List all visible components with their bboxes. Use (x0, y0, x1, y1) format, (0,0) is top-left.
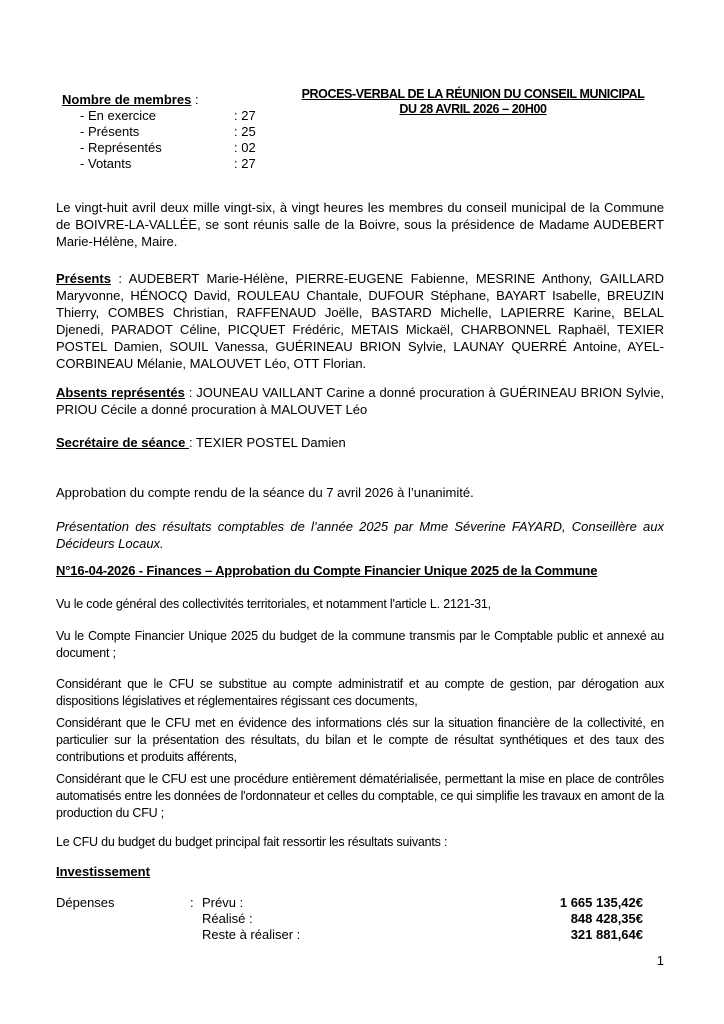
members-heading-label: Nombre de membres (62, 92, 192, 107)
document-title-line2: DU 28 AVRIL 2026 – 20H00 (399, 102, 547, 116)
member-value: : 27 (234, 156, 256, 171)
paragraph-vu-cfu: Vu le Compte Financier Unique 2025 du budget de la commune transmis par le Comptable public et annexé au document ; (56, 629, 664, 660)
secretary-paragraph (56, 434, 664, 451)
member-label: Représentés (88, 140, 162, 155)
member-label: Votants (88, 156, 132, 171)
fin-value-prevu: 1 665 135,42€ (559, 895, 643, 910)
member-value: : 25 (234, 124, 256, 139)
member-value: : 27 (234, 108, 256, 123)
intro-paragraph: Le vingt-huit avril deux mille vingt-six, à vingt heures les membres du conseil municipal de la Commune de BOIVRE-LA-VALLÉE, se sont réunis salle de la Boivre, sous la présidence de Madame AUDEBERT Marie-Hélène, Maire. (56, 200, 664, 249)
members-heading (62, 92, 199, 108)
document-title-line1: PROCES-VERBAL DE LA RÉUNION DU CONSEIL MUNICIPAL (301, 87, 645, 101)
absents-paragraph (56, 384, 664, 418)
investissement-colon: : (190, 895, 194, 910)
document-page: Nombre de membres : - En exercice : 27 - Présents : 25 - Représentés : 02 - Votants : 27 PROCES-VERBAL DE LA RÉUNION DU CONSEIL MUNICIPAL DU 28 AVRIL 2026 – 20H00 Le vingt-huit avril deux mille vingt-six, à vingt heures les membres du conseil municipal de la Commune de BOIVRE-LA-VALLÉE, se sont réunis salle de la Boivre, sous la présidence de Madame AUDEBERT Marie-Hélène, Maire. Présents : AUDEBERT Marie-Hélène, PIERRE-EUGENE Fabienne, MESRINE Anthony, GAILLARD Maryvonne, HÉNOCQ David, ROULEAU Chantale, DUFOUR Stéphane, BAYART Isabelle, BREUZIN Thierry, COMBES Christian, RAFFENAUD Joëlle, BASTARD Michelle, LAPIERRE Karine, BELAL Djenedi, PARADOT Céline, PICQUET Frédéric, METAIS Mickaël, CHARBONNEL Raphaël, TEXIER POSTEL Damien, SOUIL Vanessa, GUÉRINEAU BRION Sylvie, LAUNAY QUERRÉ Antoine, AYEL-CORBINEAU Mélanie, MALOUVET Léo, OTT Florian. Absents représentés : JOUNEAU VAILLANT Carine a donné procuration à GUÉRINEAU BRION Sylvie, PRIOU Cécile a donné procuration à MALOUVET Léo Secrétaire de séance : TEXIER POSTEL Damien Approbation du compte rendu de la séance du 7 avril 2026 à l’unanimité. Présentation des résultats comptables de l’année 2025 par Mme Séverine FAYARD, Conseillère aux Décideurs Locaux. N°16-04-2026 - Finances – Approbation du Compte Financier Unique 2025 de la Commune Vu le code général des collectivités territoriales, et notamment l'article L. 2121-31, Vu le Compte Financier Unique 2025 du budget de la commune transmis par le Comptable public et annexé au document ; Considérant que le CFU se substitue au compte administratif et au compte de gestion, par dérogation aux dispositions législatives et réglementaires régissant ces documents, Considérant que le CFU met en évidence des informations clés sur la situation financière de la collectivité, en particulier sur la présentation des résultats, du bilan et le compte de résultat synthétiques et des taux des contributions et produits afférents, Considérant que le CFU est une procédure entièrement dématérialisée, permettant la mise en place de contrôles automatisés entre les données de l'ordonnateur et celles du comptable, ce qui simplifie les travaux en amont de la production du CFU ; Le CFU du budget du budget principal fait ressortir les résultats suivants : Investissement Dépenses : Prévu : 1 665 135,42€ Réalisé : 848 428,35€ Reste à réaliser : 321 881,64€ 1 (56, 87, 664, 968)
absents-text: : JOUNEAU VAILLANT Carine a donné procuration à GUÉRINEAU BRION Sylvie, PRIOU Cécile a donné procuration à MALOUVET Léo (56, 385, 664, 417)
absents-label: Absents représentés (56, 385, 185, 400)
members-heading-suffix: : (191, 92, 199, 107)
presentation-paragraph: Présentation des résultats comptables de l’année 2025 par Mme Séverine FAYARD, Conseillère aux Décideurs Locaux. (56, 519, 664, 551)
approval-paragraph: Approbation du compte rendu de la séance du 7 avril 2026 à l’unanimité. (56, 485, 474, 500)
presents-paragraph (56, 270, 664, 372)
page-number: 1 (656, 953, 664, 968)
presents-text: : AUDEBERT Marie-Hélène, PIERRE-EUGENE Fabienne, MESRINE Anthony, GAILLARD Maryvonne, HÉNOCQ David, ROULEAU Chantale, DUFOUR Stéphane, BAYART Isabelle, BREUZIN Thierry, COMBES Christian, RAFFENAUD Joëlle, BASTARD Michelle, LAPIERRE Karine, BELAL Djenedi, PARADOT Céline, PICQUET Frédéric, METAIS Mickaël, CHARBONNEL Raphaël, TEXIER POSTEL Damien, SOUIL Vanessa, GUÉRINEAU BRION Sylvie, LAUNAY QUERRÉ Antoine, AYEL-CORBINEAU Mélanie, MALOUVET Léo, OTT Florian. (56, 271, 664, 371)
fin-label-realise: Réalisé : (202, 911, 253, 926)
member-value: : 02 (234, 140, 256, 155)
paragraph-considerant-2: Considérant que le CFU met en évidence des informations clés sur la situation financière de la collectivité, en particulier sur la présentation des résultats, du bilan et le compte de résultat synthétiques et des taux des contributions et produits afférents, (56, 716, 664, 764)
fin-label-reste: Reste à réaliser : (202, 927, 301, 942)
paragraph-vu-code: Vu le code général des collectivités territoriales, et notamment l'article L. 2121-31, (56, 597, 491, 611)
member-label: Présents (88, 124, 140, 139)
presents-label: Présents (56, 271, 111, 286)
investissement-category: Dépenses (56, 895, 115, 910)
paragraph-resultats: Le CFU du budget du budget principal fait ressortir les résultats suivants : (56, 835, 448, 849)
investissement-heading: Investissement (56, 864, 150, 879)
paragraph-considerant-1: Considérant que le CFU se substitue au compte administratif et au compte de gestion, par dérogation aux dispositions législatives et réglementaires régissant ces documents, (56, 677, 664, 708)
fin-value-realise: 848 428,35€ (570, 911, 643, 926)
fin-label-prevu: Prévu : (202, 895, 244, 910)
secretary-label: Secrétaire de séance (56, 435, 189, 450)
deliberation-title: N°16-04-2026 - Finances – Approbation du Compte Financier Unique 2025 de la Commune (56, 563, 598, 578)
member-label: En exercice (88, 108, 156, 123)
document-title (288, 87, 658, 117)
secretary-text: : TEXIER POSTEL Damien (188, 435, 346, 450)
fin-value-reste: 321 881,64€ (570, 927, 643, 942)
paragraph-considerant-3: Considérant que le CFU est une procédure entièrement dématérialisée, permettant la mise en place de contrôles automatisés entre les données de l'ordonnateur et celles du comptable, ce qui simplifie les travaux en amont de la production du CFU ; (56, 772, 664, 820)
